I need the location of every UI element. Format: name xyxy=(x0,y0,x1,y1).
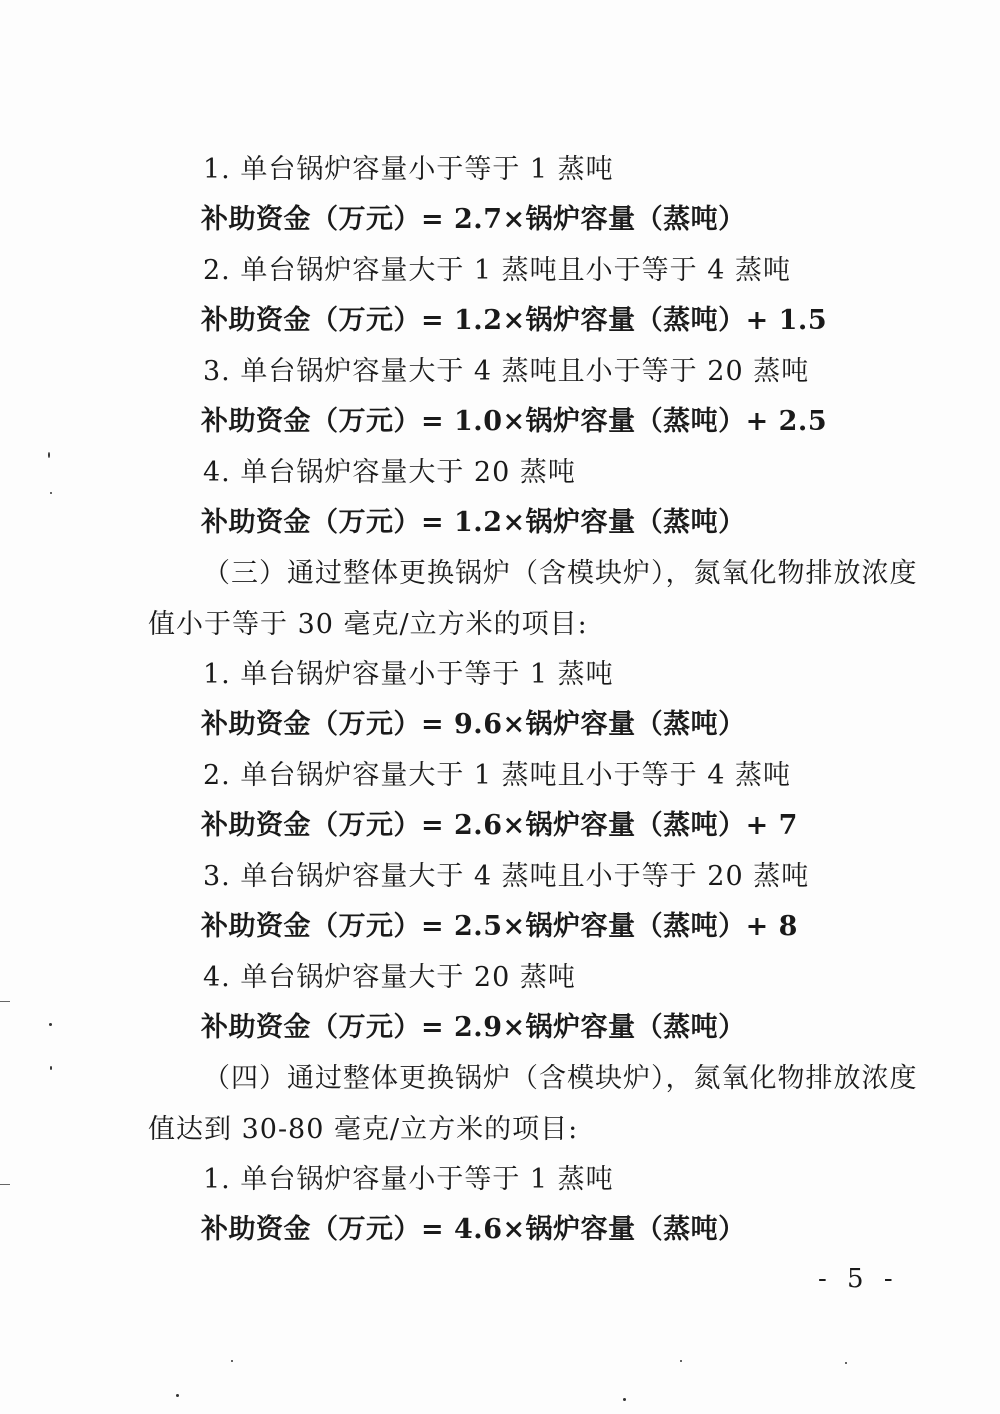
section-4-heading-continued: 值达到 30-80 毫克/立方米的项目: xyxy=(148,1114,579,1145)
section-3-item-1-heading: 1. 单台锅炉容量小于等于 1 蒸吨 xyxy=(203,659,614,690)
subsidy-formula-2: 补助资金（万元）= 1.2×锅炉容量（蒸吨）+ 1.5 xyxy=(201,305,828,336)
section-3-formula-2: 补助资金（万元）= 2.6×锅炉容量（蒸吨）+ 7 xyxy=(201,810,798,841)
section-3-heading: （三）通过整体更换锅炉（含模块炉），氮氧化物排放浓度 xyxy=(203,558,918,589)
section-3-formula-3: 补助资金（万元）= 2.5×锅炉容量（蒸吨）+ 8 xyxy=(201,911,798,942)
subsidy-item-4-heading: 4. 单台锅炉容量大于 20 蒸吨 xyxy=(203,457,576,488)
scan-speck xyxy=(231,1360,233,1362)
scan-edge-mark xyxy=(0,1184,10,1185)
section-3-item-3-heading: 3. 单台锅炉容量大于 4 蒸吨且小于等于 20 蒸吨 xyxy=(203,861,810,892)
section-3-item-4-heading: 4. 单台锅炉容量大于 20 蒸吨 xyxy=(203,962,576,993)
subsidy-item-3-heading: 3. 单台锅炉容量大于 4 蒸吨且小于等于 20 蒸吨 xyxy=(203,356,810,387)
scan-speck xyxy=(845,1362,847,1364)
subsidy-formula-4: 补助资金（万元）= 1.2×锅炉容量（蒸吨） xyxy=(201,507,746,538)
scan-speck xyxy=(623,1398,626,1401)
subsidy-item-1-heading: 1. 单台锅炉容量小于等于 1 蒸吨 xyxy=(203,154,614,185)
section-3-formula-4: 补助资金（万元）= 2.9×锅炉容量（蒸吨） xyxy=(201,1012,746,1043)
subsidy-formula-3: 补助资金（万元）= 1.0×锅炉容量（蒸吨）+ 2.5 xyxy=(201,406,828,437)
section-3-heading-continued: 值小于等于 30 毫克/立方米的项目: xyxy=(148,609,588,640)
scan-speck xyxy=(49,1023,52,1026)
scan-speck xyxy=(50,492,52,494)
subsidy-item-2-heading: 2. 单台锅炉容量大于 1 蒸吨且小于等于 4 蒸吨 xyxy=(203,255,792,286)
section-4-item-1-heading: 1. 单台锅炉容量小于等于 1 蒸吨 xyxy=(203,1164,614,1195)
scan-edge-mark xyxy=(0,1001,10,1002)
scan-speck xyxy=(176,1394,179,1397)
subsidy-formula-1: 补助资金（万元）= 2.7×锅炉容量（蒸吨） xyxy=(201,204,746,235)
section-4-formula-1: 补助资金（万元）= 4.6×锅炉容量（蒸吨） xyxy=(201,1214,746,1245)
section-3-formula-1: 补助资金（万元）= 9.6×锅炉容量（蒸吨） xyxy=(201,709,746,740)
scan-speck xyxy=(50,1066,52,1070)
scan-speck xyxy=(48,452,50,458)
section-4-heading: （四）通过整体更换锅炉（含模块炉），氮氧化物排放浓度 xyxy=(203,1063,918,1094)
page-number: - 5 - xyxy=(818,1264,899,1294)
section-3-item-2-heading: 2. 单台锅炉容量大于 1 蒸吨且小于等于 4 蒸吨 xyxy=(203,760,792,791)
scan-speck xyxy=(680,1360,682,1362)
